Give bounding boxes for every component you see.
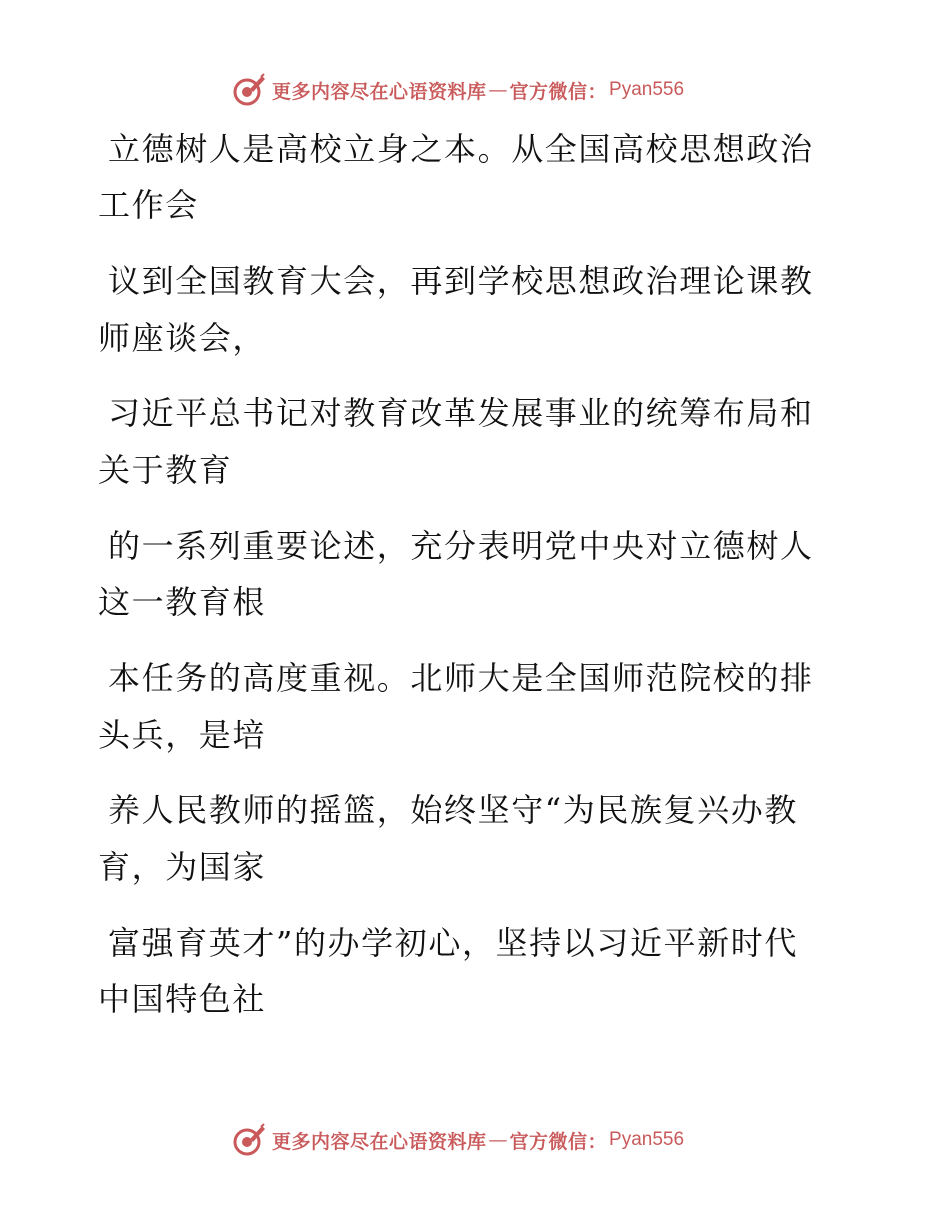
text-line: 师座谈会， (98, 319, 267, 357)
text-line: 中国特色社 (98, 980, 267, 1018)
pen-logo-icon (232, 1123, 266, 1157)
text-line: 工作会 (98, 186, 199, 224)
text-line: 养人民教师的摇篮，始终坚守“为民族复兴办教 (108, 791, 798, 829)
text-line: 的一系列重要论述，充分表明党中央对立德树人 (108, 527, 814, 565)
banner-wechat-id: Pyan556 (609, 1129, 685, 1150)
text-line: 习近平总书记对教育改革发展事业的统筹布局和 (108, 394, 814, 432)
text-line: 头兵，是培 (98, 716, 267, 754)
text-line: 这一教育根 (98, 583, 267, 621)
banner-main-text: 更多内容尽在心语资料库 (272, 1130, 487, 1153)
header-banner (232, 72, 684, 108)
text-line: 育，为国家 (98, 848, 267, 886)
banner-wechat-id: Pyan556 (609, 79, 685, 100)
text-line: 关于教育 (98, 451, 233, 489)
text-line: 本任务的高度重视。北师大是全国师范院校的排 (108, 659, 814, 697)
banner-separator: — (488, 79, 508, 101)
banner-main-text: 更多内容尽在心语资料库 (272, 80, 487, 103)
text-line: 立德树人是高校立身之本。从全国高校思想政治 (108, 130, 814, 168)
pen-logo-icon (232, 73, 266, 107)
footer-banner (232, 1122, 684, 1158)
text-line: 富强育英才”的办学初心，坚持以习近平新时代 (108, 924, 798, 962)
banner-wechat-label: 官方微信： (509, 80, 608, 103)
text-line: 议到全国教育大会，再到学校思想政治理论课教 (108, 262, 814, 300)
banner-wechat-label: 官方微信： (509, 1130, 608, 1153)
banner-separator: — (488, 1129, 508, 1151)
